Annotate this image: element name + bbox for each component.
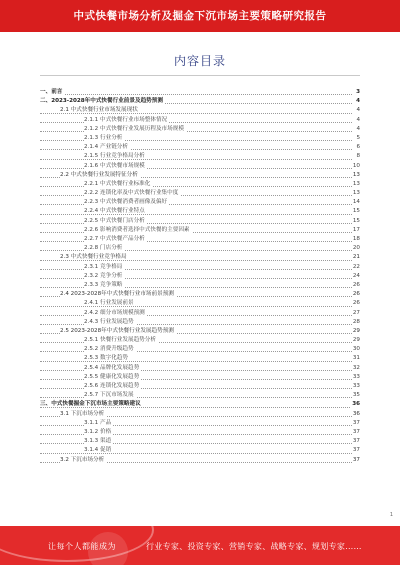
toc-entry[interactable] [40, 226, 360, 235]
toc-entry[interactable] [40, 143, 360, 152]
toc-entry-page: 22 [352, 263, 360, 272]
toc-entry-page: 4 [355, 125, 360, 134]
toc-entry-text: 2.1.4 产业链分析 [84, 144, 128, 151]
toc-entry-text: 2.4 2023-2028年中式快餐行业市场前景预测 [60, 291, 174, 298]
toc-entry-text: 2.5.2 消费升级趋势 [84, 346, 134, 353]
toc-entry-text: 2.4.1 行业发展前景 [84, 300, 134, 307]
toc-entry-text: 2.5.5 健康化发展趋势 [84, 373, 140, 380]
toc-entry-text: 2.5 2023-2028年中式快餐行业发展趋势预测 [60, 327, 174, 334]
toc-entry-page: 31 [352, 354, 360, 363]
toc-entry-page: 4 [355, 116, 360, 125]
toc-entry-text: 2.2.4 中式快餐行业特点 [84, 208, 145, 215]
footer-slogan-right: 行业专家、投资专家、营销专家、战略专家、规划专家…… [146, 542, 362, 551]
toc-entry-text: 3.1.1 产品 [84, 419, 112, 426]
toc-entry-page: 36 [352, 410, 360, 419]
toc-entry-page: 30 [352, 345, 360, 354]
toc-entry-page: 37 [352, 437, 360, 446]
toc-entry[interactable] [40, 327, 360, 336]
toc-entry-text: 2.3.3 竞争策略 [84, 281, 123, 288]
toc-entry-page: 15 [352, 217, 360, 226]
toc-entry-text: 二、2023-2028年中式快餐行业前景及趋势预测 [40, 98, 163, 105]
toc-entry-text: 2.5.6 连锁化发展趋势 [84, 383, 140, 389]
toc-entry-page: 6 [355, 143, 360, 152]
toc-entry-text: 2.2.2 连锁化率及中式快餐行业集中度 [84, 190, 179, 197]
toc-entry-page: 37 [352, 456, 360, 465]
toc-entry-page: 37 [352, 428, 360, 437]
toc-entry[interactable] [40, 419, 360, 428]
toc-entry-text: 2.2.5 中式快餐门店分析 [84, 217, 145, 224]
toc-entry-page: 37 [352, 419, 360, 428]
toc-entry-text: 2.5.1 快餐行业发展趋势分析 [84, 337, 156, 344]
report-title: 中式快餐市场分析及掘金下沉市场主要策略研究报告 [73, 10, 327, 22]
toc-entry-page: 15 [352, 207, 360, 216]
toc-entry[interactable] [40, 446, 360, 455]
toc-entry-page: 26 [352, 290, 360, 299]
toc-entry[interactable] [40, 235, 360, 244]
toc-entry[interactable] [40, 456, 360, 465]
toc-entry-page: 21 [352, 253, 360, 262]
page-number: 1 [389, 512, 393, 518]
toc-entry[interactable] [40, 116, 360, 125]
toc-entry-page: 28 [352, 318, 360, 327]
toc-entry[interactable] [40, 354, 360, 363]
toc-entry-text: 2.1.2 中式快餐行业发展历程及市场规模 [84, 125, 184, 132]
toc-entry[interactable] [40, 180, 360, 189]
toc-entry[interactable] [40, 253, 360, 262]
toc-entry-page: 14 [352, 198, 360, 207]
toc-entry-text: 3.2 下沉市场分析 [60, 456, 105, 463]
toc-entry-page: 4 [355, 106, 360, 115]
toc-entry[interactable] [40, 410, 360, 419]
toc-entry-page: 35 [352, 391, 360, 400]
toc-entry-page: 10 [352, 162, 360, 171]
toc-entry-text: 3.1 下沉市场分析 [60, 410, 105, 417]
toc-entry-text: 2.2.7 中式快餐产品分析 [84, 236, 145, 242]
toc-entry-page: 26 [352, 281, 360, 290]
toc-entry-text: 2.4.2 细分市场规模预测 [84, 309, 145, 316]
toc-entry[interactable] [40, 364, 360, 373]
toc-entry[interactable] [40, 373, 360, 382]
toc-entry[interactable] [40, 345, 360, 354]
toc-entry[interactable] [40, 400, 360, 409]
toc-entry-text: 2.1.6 中式快餐市场规模 [84, 162, 145, 169]
toc-entry[interactable] [40, 272, 360, 281]
toc-entry-page: 20 [352, 244, 360, 253]
toc-entry[interactable] [40, 299, 360, 308]
toc-entry-page: 24 [352, 272, 360, 281]
toc-entry[interactable] [40, 391, 360, 400]
toc-entry-page: 18 [352, 235, 360, 244]
toc-entry[interactable] [40, 162, 360, 171]
toc-entry[interactable] [40, 437, 360, 446]
toc-entry-text: 2.2.6 影响消费者选择中式快餐的主要因素 [84, 226, 190, 233]
footer-slogan-left: 让每个人都能成为 [48, 542, 116, 551]
toc-entry-page: 3 [355, 88, 360, 97]
toc-entry-page: 8 [355, 152, 360, 161]
toc-entry-text: 2.1.1 中式快餐行业市场整体情况 [84, 116, 168, 123]
toc-entry-text: 2.3 中式快餐行业竞争格局 [60, 254, 127, 261]
toc-entry-text: 2.5.3 数字化趋势 [84, 355, 128, 362]
toc-entry-page: 26 [352, 299, 360, 308]
toc-entry-text: 一、前言 [40, 89, 63, 95]
toc-entry-text: 3.1.3 渠道 [84, 438, 112, 445]
toc-entry[interactable] [40, 217, 360, 226]
toc-entry[interactable] [40, 290, 360, 299]
toc-entry-text: 2.2.3 中式快餐消费者画像及偏好 [84, 199, 168, 206]
toc-entry-text: 2.2.1 中式快餐行业标准化 [84, 180, 151, 187]
toc-entry[interactable] [40, 263, 360, 272]
toc-entry[interactable] [40, 106, 360, 115]
toc-entry-text: 2.1.3 行业分析 [84, 134, 123, 141]
toc-entry[interactable] [40, 318, 360, 327]
toc-entry-text: 三、中式快餐掘金下沉市场主要策略建议 [40, 401, 141, 408]
toc-entry-page: 27 [352, 309, 360, 318]
report-header-bar [0, 0, 400, 32]
toc-entry[interactable] [40, 382, 360, 391]
toc-entry-page: 13 [352, 189, 360, 198]
toc-entry-text: 3.1.4 促销 [84, 447, 112, 454]
toc-entry-text: 2.3.2 竞争分析 [84, 272, 123, 279]
toc-entry-page: 29 [352, 336, 360, 345]
toc-entry[interactable] [40, 152, 360, 161]
toc-entry-page: 32 [352, 364, 360, 373]
toc-entry-text: 2.3.1 竞争格局 [84, 263, 123, 270]
toc-entry-page: 17 [352, 226, 360, 235]
toc-entry[interactable] [40, 281, 360, 290]
toc-entry[interactable] [40, 97, 360, 106]
toc-entry-page: 36 [351, 400, 360, 409]
toc-entry[interactable] [40, 336, 360, 345]
toc-entry[interactable] [40, 134, 360, 143]
toc-entry[interactable] [40, 244, 360, 253]
toc-entry-text: 2.4.3 行业发展趋势 [84, 318, 134, 325]
toc-entry[interactable] [40, 207, 360, 216]
toc-entry-text: 3.1.2 价格 [84, 428, 112, 435]
toc-entry[interactable] [40, 189, 360, 198]
toc-entry-page: 37 [352, 446, 360, 455]
toc-entry-page: 33 [352, 373, 360, 382]
toc-entry[interactable] [40, 171, 360, 180]
table-of-contents [40, 88, 360, 465]
toc-entry[interactable] [40, 88, 360, 97]
toc-entry-text: 2.1 中式快餐行业市场发展现状 [60, 107, 138, 114]
toc-entry[interactable] [40, 309, 360, 318]
toc-divider [40, 75, 360, 76]
toc-entry-page: 13 [352, 180, 360, 189]
toc-entry-text: 2.5.4 品牌化发展趋势 [84, 364, 140, 371]
toc-entry[interactable] [40, 428, 360, 437]
toc-entry-text: 2.2 中式快餐行业发展特征分析 [60, 171, 138, 178]
toc-entry-page: 4 [355, 97, 360, 106]
toc-entry-page: 29 [352, 327, 360, 336]
toc-entry-page: 33 [352, 382, 360, 391]
toc-entry-text: 2.1.5 行业竞争格局分析 [84, 153, 145, 160]
toc-leader-dots [40, 94, 352, 95]
toc-entry-page: 13 [352, 171, 360, 180]
toc-heading: 内容目录 [173, 54, 226, 68]
toc-entry-text: 2.2.8 门店分析 [84, 245, 123, 252]
toc-entry-page: 5 [355, 134, 360, 143]
toc-entry[interactable] [40, 198, 360, 207]
footer-banner [0, 526, 400, 565]
toc-entry[interactable] [40, 125, 360, 134]
toc-entry-text: 2.5.7 下沉市场发展 [84, 392, 134, 399]
